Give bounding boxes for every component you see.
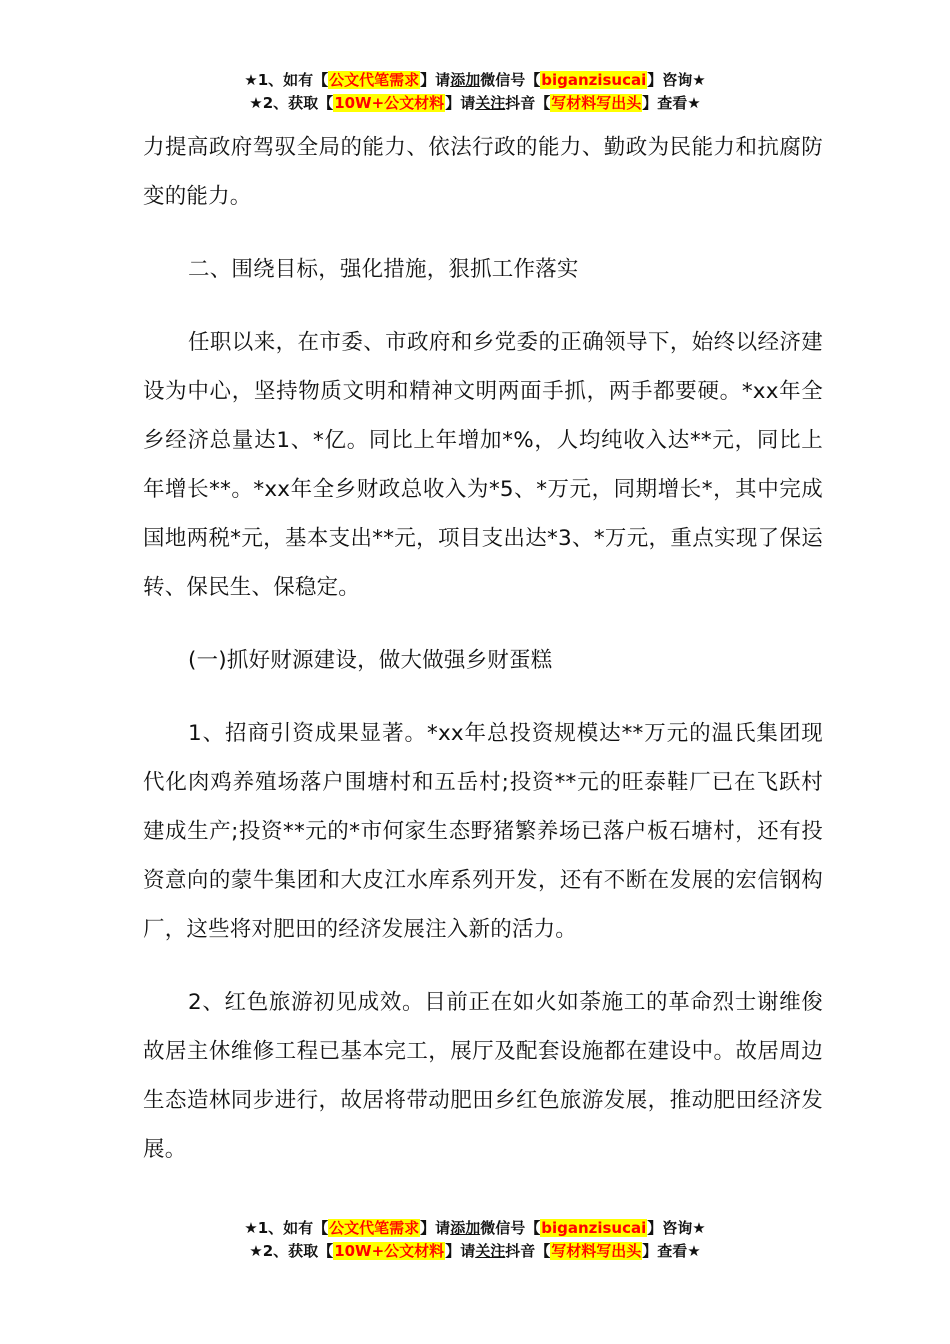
subsection-heading: (一)抓好财源建设，做大做强乡财蛋糕 — [188, 648, 553, 673]
underlined-text: 关注 — [475, 1242, 506, 1260]
banner-text: 】请 — [420, 71, 451, 89]
paragraph: 2、红色旅游初见成效。目前正在如火如荼施工的革命烈士谢维俊故居主休维修工程已基本完工，展厅及配套设施都在建设中。故居周边生态造林同步进行，故居将带动肥田乡红色旅游发展，推动肥田经济发展。 — [143, 990, 823, 1162]
banner-line-2 — [0, 92, 950, 115]
banner-text: 】请 — [420, 1219, 451, 1237]
highlight-account: 写材料写出头 — [551, 94, 642, 112]
banner-line-2 — [0, 1240, 950, 1263]
highlight-wechat-id: biganzisucai — [541, 71, 647, 89]
banner-text: 1、如有【 — [257, 71, 329, 89]
star-icon: ★ — [249, 1242, 263, 1260]
banner-text: 】请 — [445, 94, 476, 112]
banner-text: 】咨询★ — [647, 1219, 706, 1237]
banner-text: 2、获取【 — [262, 94, 334, 112]
paragraph: 1、招商引资成果显著。*xx年总投资规模达**万元的温氏集团现代化肉鸡养殖场落户围塘村和五岳村;投资**元的旺泰鞋厂已在飞跃村建成生产;投资**元的*市何家生态野猪繁养场已落户板石塘村，还有投资意向的蒙牛集团和大皮江水库系列开发，还有不断在发展的宏信钢构厂，这些将对肥田的经济发展注入新的活力。 — [143, 721, 823, 942]
header-banner — [0, 69, 950, 115]
banner-text: 1、如有【 — [257, 1219, 329, 1237]
banner-text: 抖音【 — [505, 94, 551, 112]
section-heading: 二、围绕目标，强化措施，狠抓工作落实 — [188, 257, 579, 282]
highlight-wechat-id: biganzisucai — [541, 1219, 647, 1237]
banner-line-1 — [0, 1217, 950, 1240]
banner-text: 2、获取【 — [262, 1242, 334, 1260]
footer-banner — [0, 1217, 950, 1263]
highlight-service: 公文代笔需求 — [329, 1219, 420, 1237]
underlined-text: 添加 — [450, 71, 481, 89]
highlight-account: 写材料写出头 — [551, 1242, 642, 1260]
banner-text: 抖音【 — [505, 1242, 551, 1260]
highlight-materials: 10W+公文材料 — [334, 1242, 445, 1260]
star-icon: ★ — [244, 1219, 258, 1237]
star-icon: ★ — [249, 94, 263, 112]
banner-text: 】咨询★ — [647, 71, 706, 89]
banner-text: 】查看★ — [642, 1242, 701, 1260]
paragraph: 任职以来，在市委、市政府和乡党委的正确领导下，始终以经济建设为中心，坚持物质文明和精神文明两面手抓，两手都要硬。*xx年全乡经济总量达1、*亿。同比上年增加*%，人均纯收入达**元，同比上年增长**。*xx年全乡财政总收入为*5、*万元，同期增长*，其中完成国地两税*元，基本支出**元，项目支出达*3、*万元，重点实现了保运转、保民生、保稳定。 — [143, 330, 823, 600]
highlight-materials: 10W+公文材料 — [334, 94, 445, 112]
underlined-text: 添加 — [450, 1219, 481, 1237]
star-icon: ★ — [244, 71, 258, 89]
banner-text: 微信号【 — [480, 1219, 541, 1237]
banner-text: 】请 — [445, 1242, 476, 1260]
banner-text: 微信号【 — [480, 71, 541, 89]
underlined-text: 关注 — [475, 94, 506, 112]
banner-text: 】查看★ — [642, 94, 701, 112]
highlight-service: 公文代笔需求 — [329, 71, 420, 89]
document-body — [143, 123, 823, 1198]
banner-line-1 — [0, 69, 950, 92]
paragraph-continuation: 力提高政府驾驭全局的能力、依法行政的能力、勤政为民能力和抗腐防变的能力。 — [143, 135, 823, 209]
